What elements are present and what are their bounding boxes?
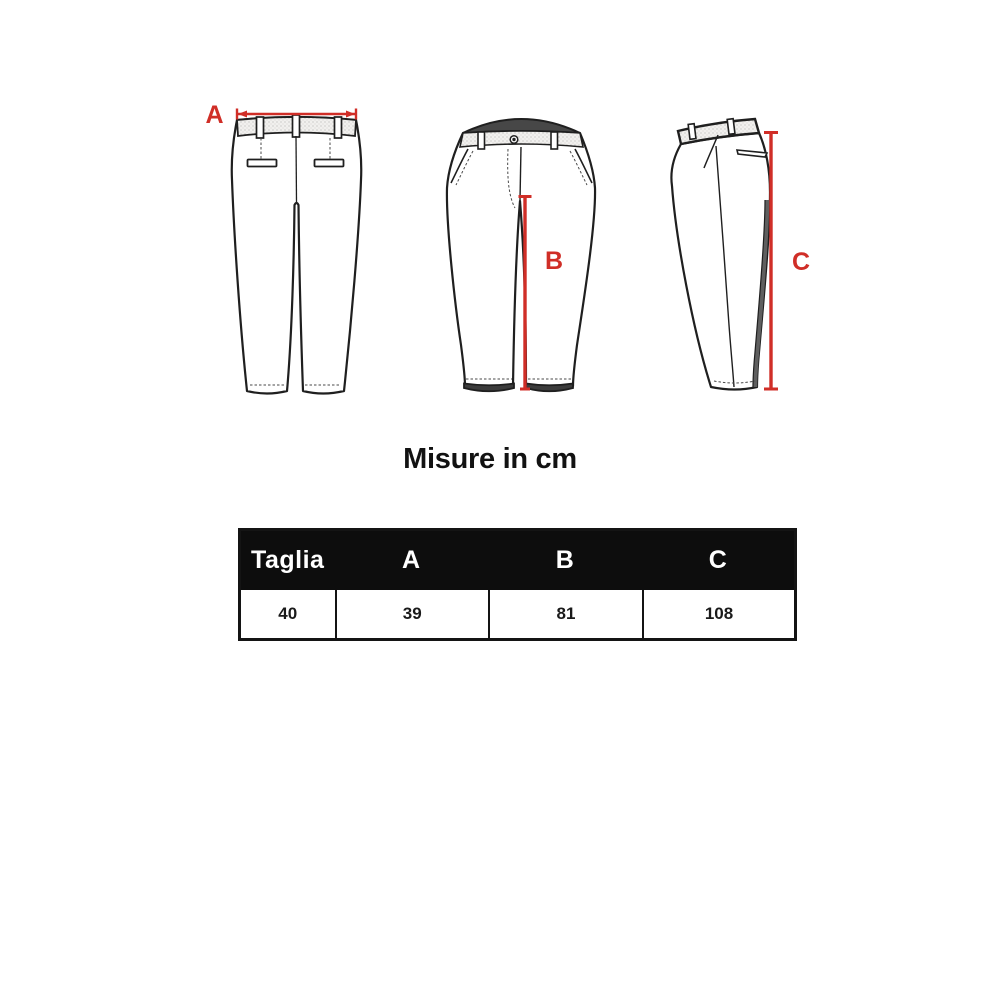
belt-loop xyxy=(551,132,558,149)
belt-loop xyxy=(688,124,696,140)
back-pocket xyxy=(248,160,277,167)
measurement-label-b: B xyxy=(544,247,564,275)
size-table xyxy=(238,528,797,641)
size-table-cell-taglia: 40 xyxy=(278,604,298,623)
belt-loop xyxy=(335,117,342,138)
belt-loop xyxy=(478,132,485,149)
page-title: Misure in cm xyxy=(403,443,577,475)
hem-dark xyxy=(464,384,514,392)
pants-side-view-diagram xyxy=(660,100,850,410)
size-table-cell-b: 81 xyxy=(488,590,642,638)
waist-button-center xyxy=(512,138,515,141)
size-table-header-a: A xyxy=(401,546,421,574)
hem-dark xyxy=(526,384,573,392)
center-back-seam xyxy=(296,136,297,202)
size-table-header-c: C xyxy=(708,546,728,574)
measurement-label-a: A xyxy=(205,101,224,129)
size-table-header-taglia: Taglia xyxy=(251,546,325,574)
fly-seam xyxy=(520,147,521,200)
measurement-label-c: C xyxy=(791,248,811,276)
pants-back-view-diagram xyxy=(180,85,380,405)
pants-front-view-diagram xyxy=(430,100,620,410)
size-table-header-b: B xyxy=(555,546,575,574)
size-table-row xyxy=(241,590,794,638)
belt-loop xyxy=(727,119,735,135)
size-table-cell-a: 39 xyxy=(335,590,489,638)
belt-loop xyxy=(257,117,264,138)
back-pocket xyxy=(315,160,344,167)
size-table-cell-c: 108 xyxy=(642,590,794,638)
belt-loop xyxy=(293,115,300,137)
size-table-header-row xyxy=(241,531,794,590)
